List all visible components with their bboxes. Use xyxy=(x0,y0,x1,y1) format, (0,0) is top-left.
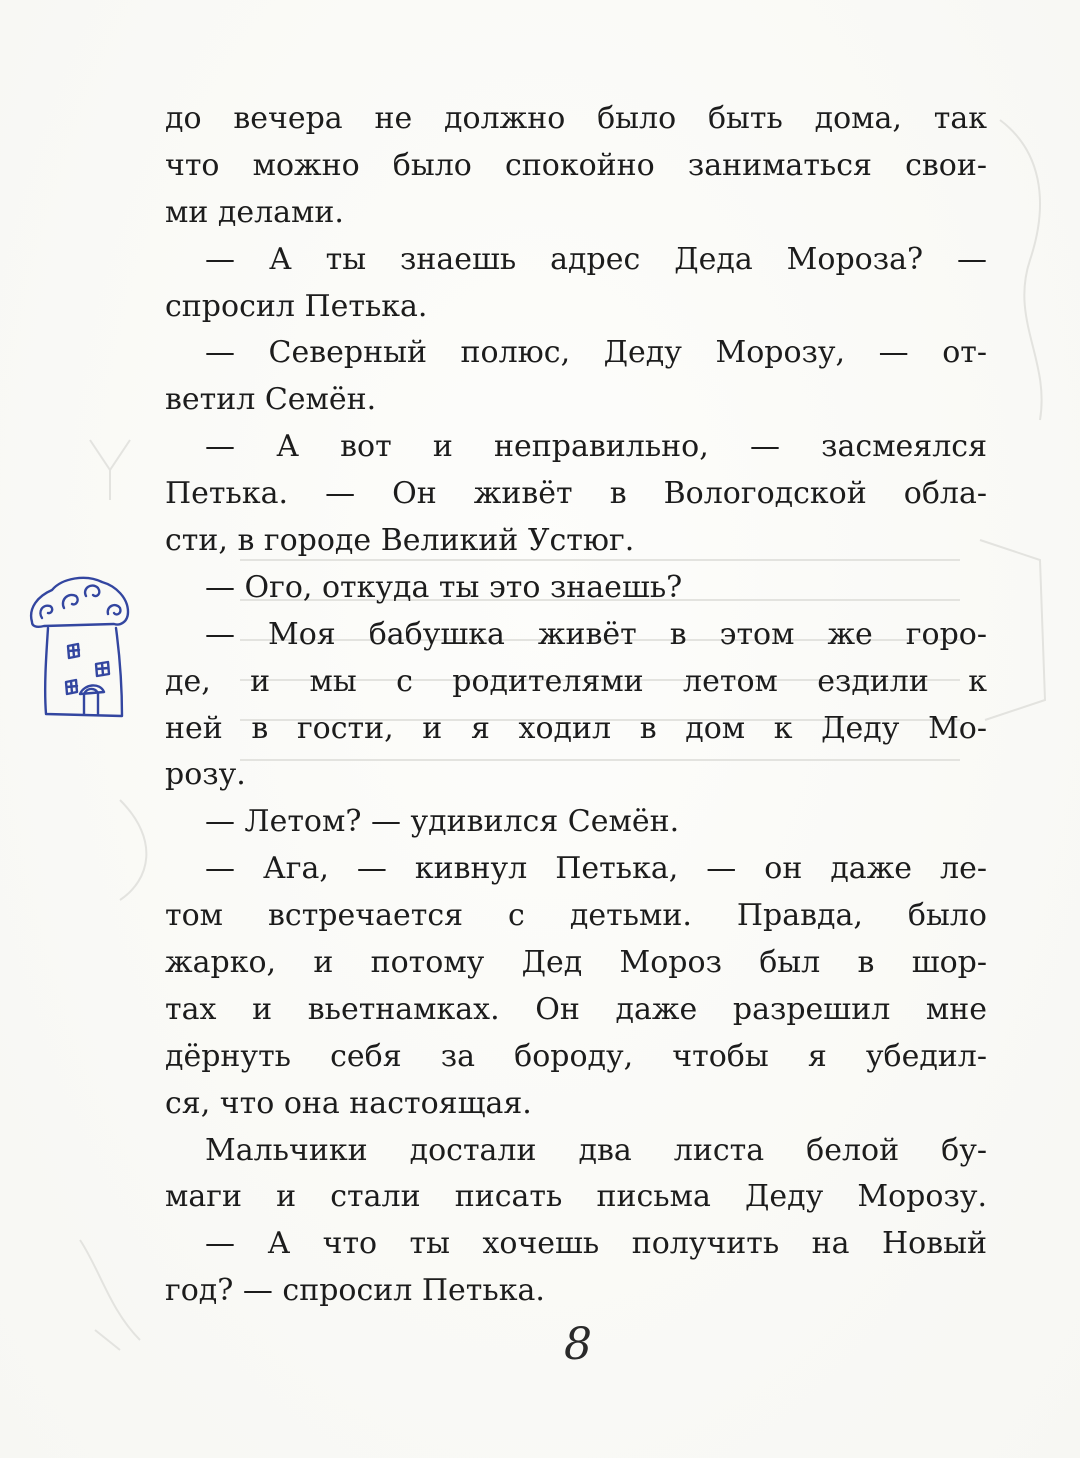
story-text xyxy=(165,96,987,1315)
text-line: Петька. — Он живёт в Вологодской обла- xyxy=(165,476,987,512)
page-number-text: 8 xyxy=(564,1319,592,1370)
house-doodle-icon xyxy=(24,568,136,720)
text-line: что можно было спокойно заниматься свои- xyxy=(165,147,987,183)
page-number xyxy=(556,1312,600,1374)
text-line: Мальчики достали два листа белой бу- xyxy=(205,1132,987,1168)
text-line: дёрнуть себя за бороду, чтобы я убедил- xyxy=(165,1038,987,1074)
text-line: спросил Петька. xyxy=(165,288,428,324)
text-line: сти, в городе Великий Устюг. xyxy=(165,523,635,559)
text-line: ней в гости, и я ходил в дом к Деду Мо- xyxy=(165,710,987,746)
text-line: ми делами. xyxy=(165,194,344,230)
text-line: ветил Семён. xyxy=(165,382,377,418)
text-line: маги и стали писать письма Деду Морозу. xyxy=(165,1179,987,1215)
text-line: — А вот и неправильно, — засмеялся xyxy=(205,429,987,465)
text-line: тах и вьетнамках. Он даже разрешил мне xyxy=(165,991,987,1027)
text-line: жарко, и потому Дед Мороз был в шор- xyxy=(165,945,987,981)
text-line: — А ты знаешь адрес Деда Мороза? — xyxy=(205,241,987,277)
text-line: — А что ты хочешь получить на Новый xyxy=(205,1226,987,1262)
text-line: — Ого, откуда ты это знаешь? xyxy=(205,569,683,605)
text-line: до вечера не должно было быть дома, так xyxy=(165,101,987,136)
text-line: розу. xyxy=(165,757,246,793)
text-line: том встречается с детьми. Правда, было xyxy=(165,898,987,934)
text-line: — Северный полюс, Деду Морозу, — от- xyxy=(205,335,987,371)
text-line: — Моя бабушка живёт в этом же горо- xyxy=(205,616,987,652)
text-line: — Ага, — кивнул Петька, — он даже ле- xyxy=(205,851,987,887)
text-line: де, и мы с родителями летом ездили к xyxy=(165,663,987,699)
text-line: год? — спросил Петька. xyxy=(165,1273,545,1309)
text-line: ся, что она настоящая. xyxy=(165,1085,532,1121)
text-line: — Летом? — удивился Семён. xyxy=(205,804,680,840)
